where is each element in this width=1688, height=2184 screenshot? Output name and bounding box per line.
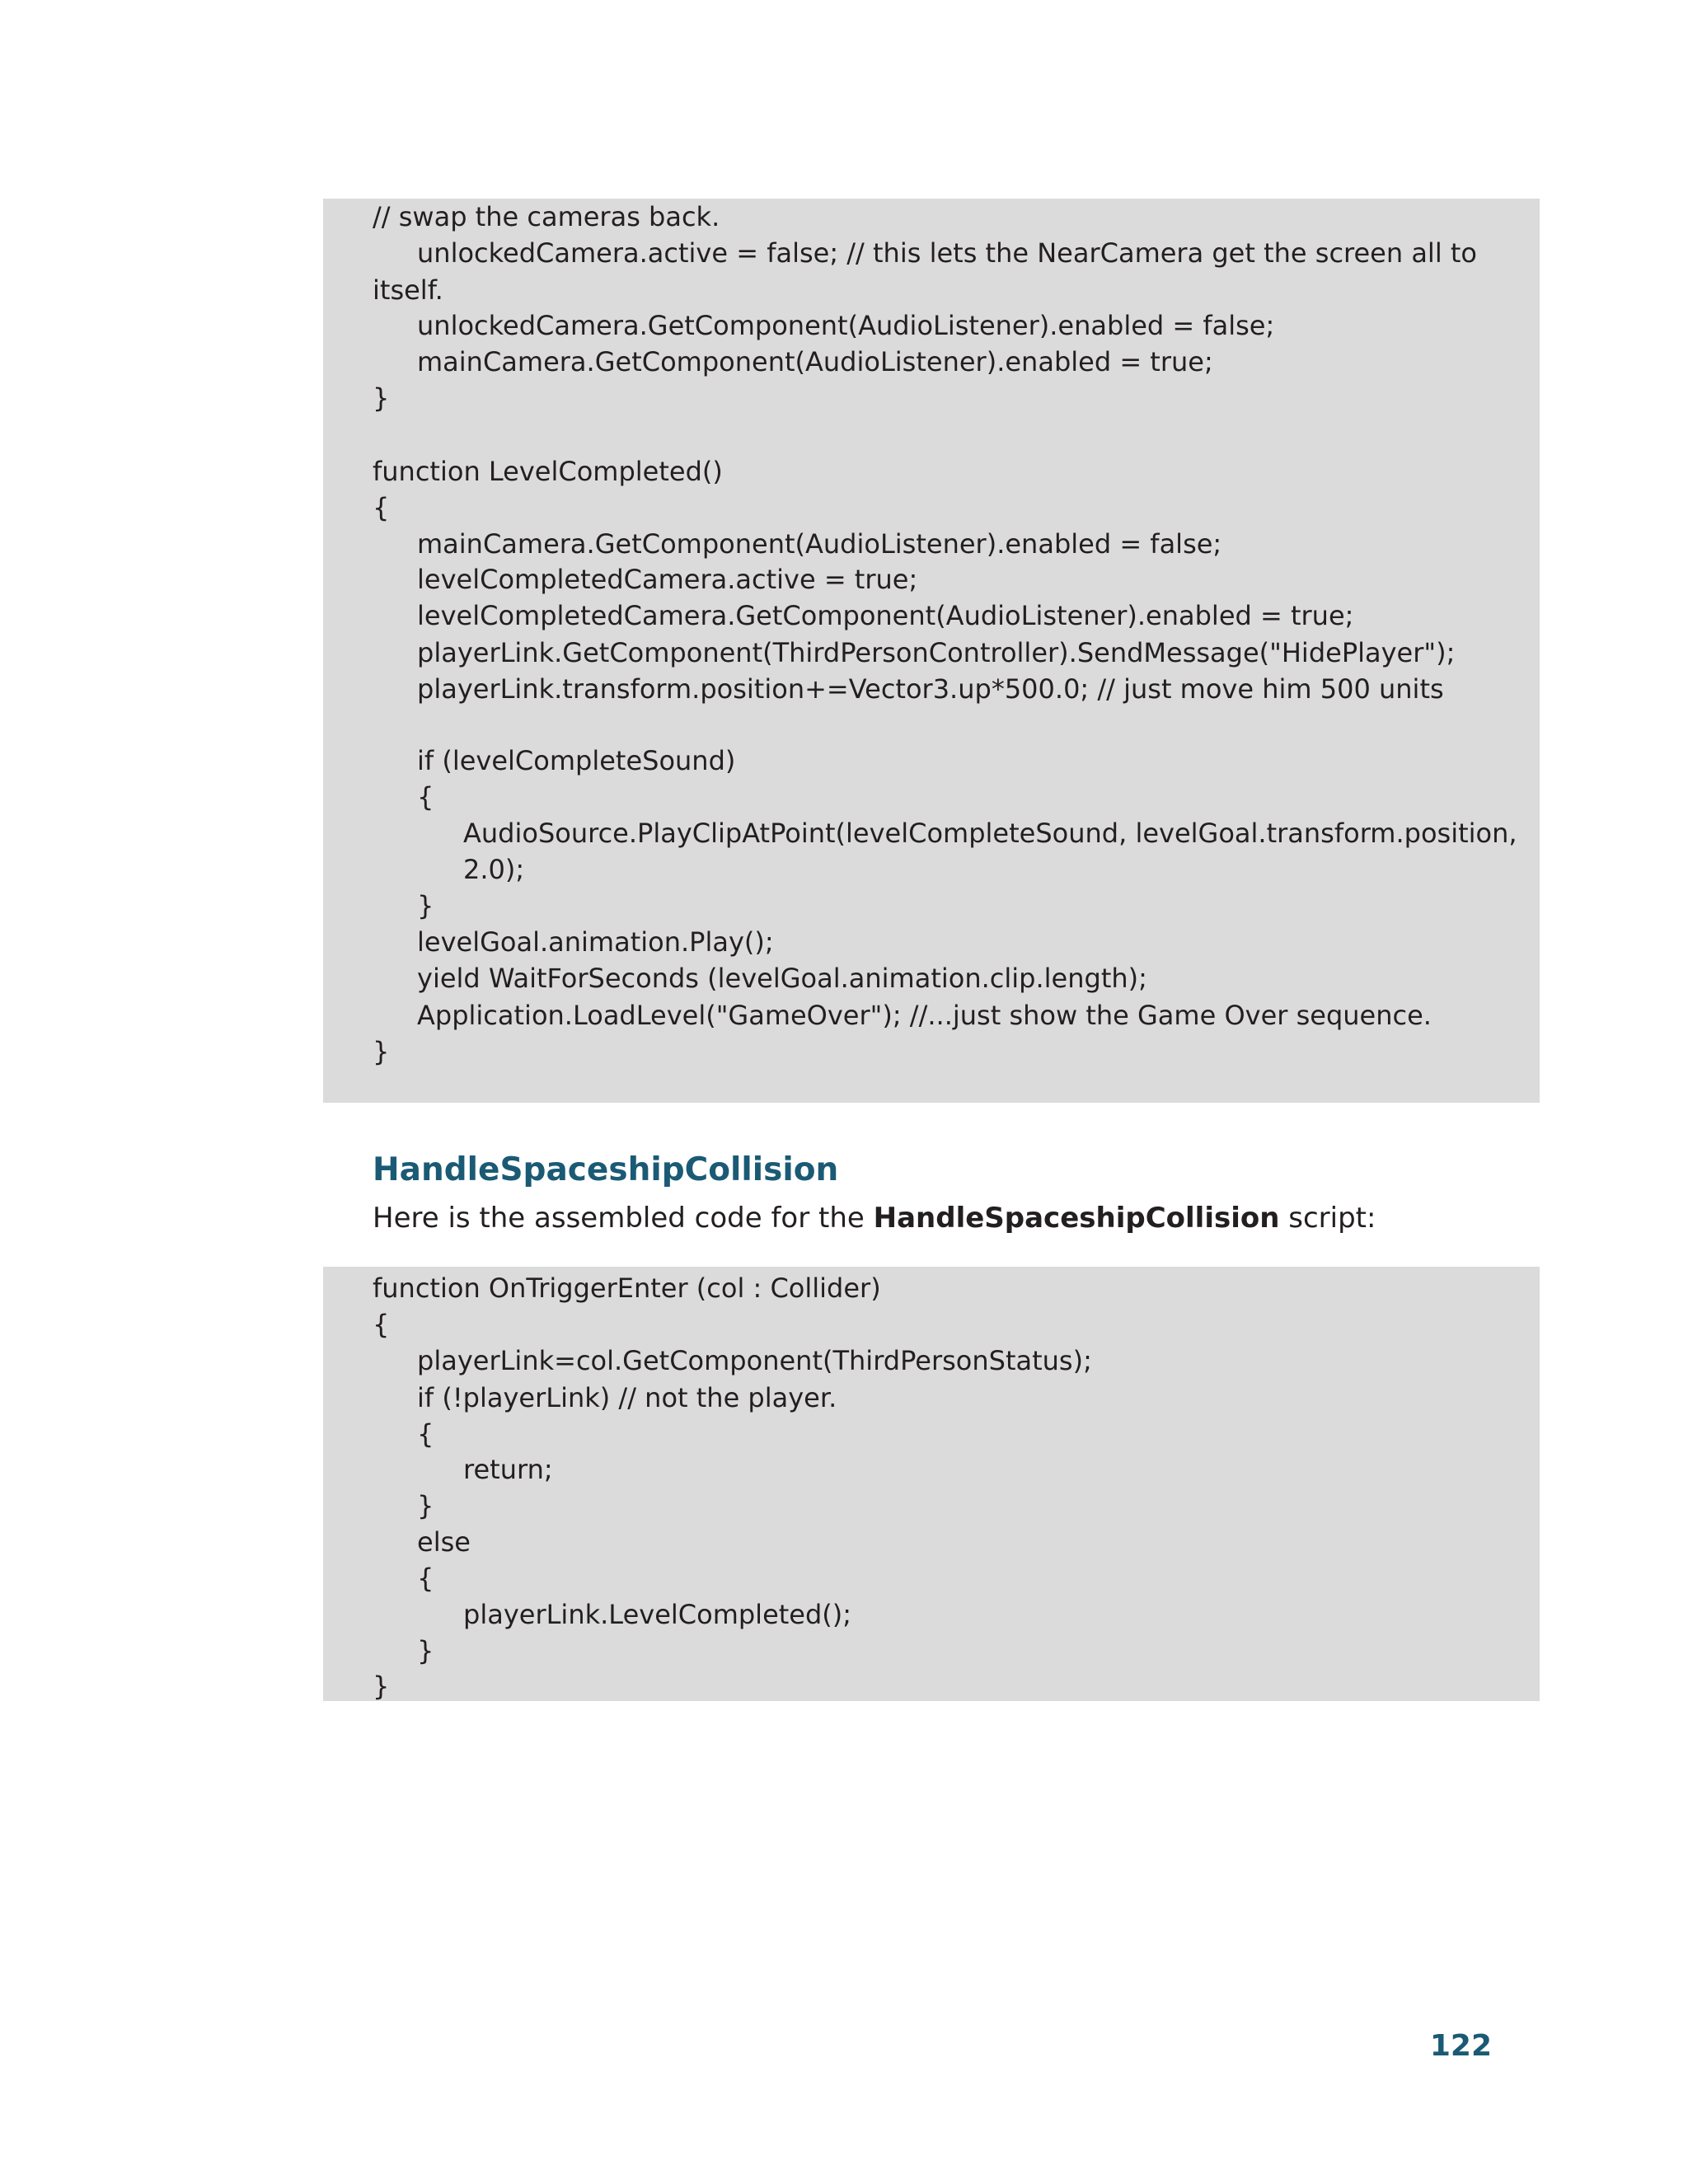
code-line: } (373, 382, 390, 414)
code-line: { (417, 781, 434, 813)
page-number: 122 (1429, 2029, 1492, 2063)
code-line: levelGoal.animation.Play(); (417, 926, 774, 958)
code-line: yield WaitForSeconds (levelGoal.animation.clip.length); (417, 963, 1147, 994)
intro-text-start: Here is the assembled code for the (373, 1202, 874, 1235)
code-line: playerLink.LevelCompleted(); (463, 1599, 852, 1630)
code-line: 2.0); (463, 854, 525, 885)
code-line: // swap the cameras back. (373, 201, 720, 232)
code-line: } (373, 1671, 390, 1702)
code-line: itself. (373, 274, 443, 306)
code-line: playerLink.transform.position+=Vector3.up*500.0; // just move him 500 units (417, 673, 1444, 705)
code-line: mainCamera.GetComponent(AudioListener).enabled = false; (417, 528, 1222, 560)
intro-text-end: script: (1279, 1202, 1376, 1235)
code-line: else (417, 1526, 471, 1558)
section-heading: HandleSpaceshipCollision (373, 1151, 839, 1188)
code-line: { (373, 1309, 390, 1340)
code-line: function LevelCompleted() (373, 456, 723, 487)
code-line: } (417, 1490, 434, 1521)
code-line: if (levelCompleteSound) (417, 745, 736, 776)
code-line: levelCompletedCamera.active = true; (417, 564, 918, 595)
code-line: playerLink=col.GetComponent(ThirdPersonStatus); (417, 1345, 1092, 1376)
code-block-handle-spaceship-collision (323, 1267, 1540, 1701)
code-line: unlockedCamera.active = false; // this lets the NearCamera get the screen all to (417, 237, 1477, 269)
code-line: { (373, 492, 390, 523)
code-line: function OnTriggerEnter (col : Collider) (373, 1272, 881, 1304)
code-line: } (373, 1036, 390, 1067)
code-line: return; (463, 1454, 553, 1485)
code-line: mainCamera.GetComponent(AudioListener).enabled = true; (417, 346, 1213, 377)
code-line: unlockedCamera.GetComponent(AudioListener).enabled = false; (417, 310, 1275, 341)
code-line: } (417, 1635, 434, 1666)
code-line: { (417, 1418, 434, 1450)
code-line: Application.LoadLevel("GameOver"); //...just show the Game Over sequence. (417, 1000, 1432, 1031)
intro-paragraph (373, 1198, 1376, 1238)
code-block-level-completed (323, 199, 1540, 1103)
code-line: levelCompletedCamera.GetComponent(AudioListener).enabled = true; (417, 600, 1354, 631)
code-line: } (417, 890, 434, 921)
intro-script-name: HandleSpaceshipCollision (873, 1202, 1280, 1235)
code-line: if (!playerLink) // not the player. (417, 1382, 837, 1413)
code-line: playerLink.GetComponent(ThirdPersonController).SendMessage("HidePlayer"); (417, 637, 1456, 668)
code-line: { (417, 1563, 434, 1594)
code-line: AudioSource.PlayClipAtPoint(levelCompleteSound, levelGoal.transform.position, (463, 818, 1517, 849)
